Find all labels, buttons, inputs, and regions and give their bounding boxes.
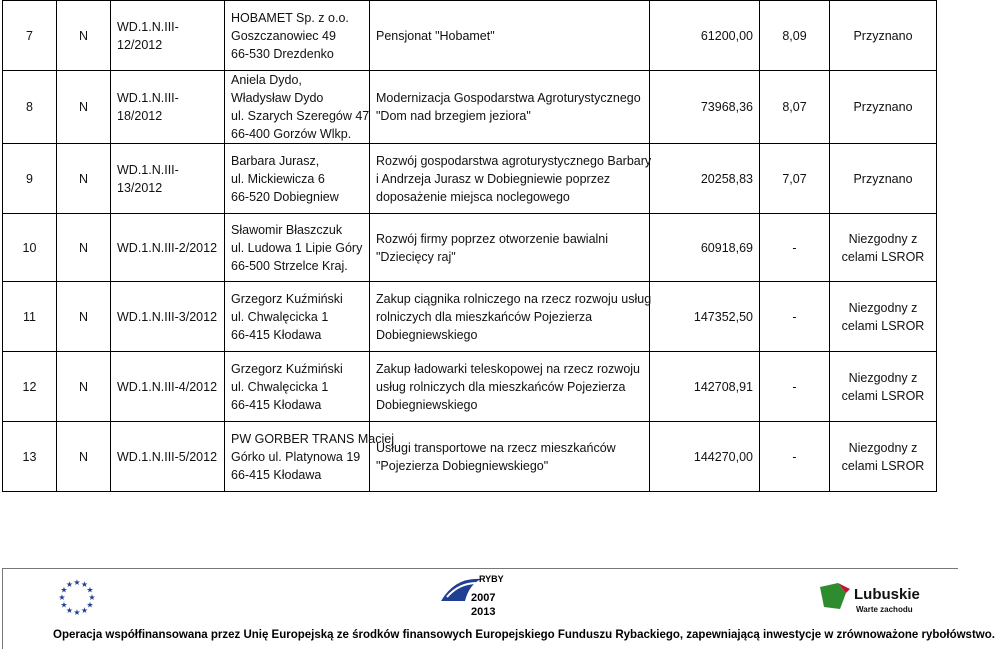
status-cell [830, 144, 937, 214]
beneficiary-line: 66-415 Kłodawa [231, 327, 322, 342]
project-title-line: "Pojezierza Dobiegniewskiego" [376, 458, 549, 473]
beneficiary-line: ul. Chwalęcicka 1 [231, 379, 329, 394]
score-cell: - [760, 352, 830, 422]
status-line: Niezgodny z [848, 231, 918, 246]
row-number-cell: 10 [3, 214, 57, 282]
type-cell: N [57, 144, 111, 214]
eu-star-icon: ★ [80, 580, 89, 590]
eu-star-icon: ★ [60, 585, 68, 595]
type-cell: N [57, 71, 111, 144]
lubuskie-logo-tagline: Warte zachodu [856, 605, 913, 614]
reference-number-cell: WD.1.N.III-18/2012 [111, 71, 225, 144]
project-title-line: Rozwój gospodarstwa agroturystycznego Barbary [376, 153, 652, 168]
beneficiary-cell [225, 1, 370, 71]
project-title-line: doposażenie miejsca noclegowego [376, 189, 570, 204]
status-line: Niezgodny z [848, 300, 918, 315]
beneficiary-line: Barbara Jurasz, [231, 153, 320, 168]
table-row [3, 1, 937, 71]
amount-cell: 60918,69 [650, 214, 760, 282]
beneficiary-cell [225, 71, 370, 144]
eu-star-icon: ★ [65, 605, 74, 615]
eu-star-icon: ★ [60, 600, 68, 610]
row-number-cell: 11 [3, 282, 57, 352]
project-title-cell [370, 144, 650, 214]
amount-cell: 73968,36 [650, 71, 760, 144]
score-cell: 7,07 [760, 144, 830, 214]
beneficiary-line: 66-520 Dobiegniew [231, 189, 339, 204]
type-cell: N [57, 352, 111, 422]
table-row [3, 144, 937, 214]
project-title-line: rolniczych dla mieszkańców Pojezierza [376, 309, 593, 324]
ryby-logo-year-start: 2007 [471, 592, 496, 604]
project-title-line: usług rolniczych dla mieszkańców Pojezierza [376, 379, 626, 394]
eu-star-icon: ★ [73, 608, 81, 617]
lubuskie-logo-name: Lubuskie [854, 586, 920, 603]
beneficiary-line: 66-415 Kłodawa [231, 467, 322, 482]
status-line: celami LSROR [841, 249, 925, 264]
status-line: Niezgodny z [848, 440, 918, 455]
table-row [3, 352, 937, 422]
project-title-cell [370, 282, 650, 352]
project-title-cell [370, 214, 650, 282]
ryby-logo-name: RYBY [479, 574, 504, 584]
beneficiary-cell [225, 214, 370, 282]
eu-star-icon: ★ [58, 593, 66, 602]
beneficiary-line: Grzegorz Kuźmiński [231, 361, 343, 376]
grants-table [2, 0, 937, 492]
status-cell [830, 422, 937, 492]
score-cell: 8,09 [760, 1, 830, 71]
lubuskie-region-icon [816, 579, 936, 619]
beneficiary-line: Władysław Dydo [231, 91, 324, 105]
type-cell: N [57, 422, 111, 492]
project-title-line: "Dziecięcy raj" [376, 249, 456, 264]
table-row [3, 422, 937, 492]
eu-star-icon: ★ [86, 600, 94, 610]
eu-flag-icon [56, 576, 98, 618]
project-title-line: Rozwój firmy poprzez otworzenie bawialni [376, 231, 609, 246]
beneficiary-line: Górko ul. Platynowa 19 [231, 449, 361, 464]
beneficiary-cell [225, 282, 370, 352]
beneficiary-line: ul. Ludowa 1 Lipie Góry [231, 240, 363, 255]
status-line: Przyznano [853, 171, 913, 186]
type-cell: N [57, 282, 111, 352]
status-cell [830, 71, 937, 144]
eu-star-icon: ★ [73, 578, 81, 587]
eu-star-icon: ★ [80, 605, 89, 615]
ryby-logo-year-end: 2013 [471, 606, 496, 618]
beneficiary-line: ul. Szarych Szeregów 47 [231, 109, 370, 123]
cofinancing-statement: Operacja współfinansowana przez Unię Europejską ze środków finansowych Europejskiego Funduszu Rybackiego, zapewniającą inwestycje w zrównoważone rybołówstwo. [53, 629, 995, 641]
row-number-cell: 7 [3, 1, 57, 71]
table-row [3, 282, 937, 352]
beneficiary-line: 66-530 Drezdenko [231, 46, 334, 61]
beneficiary-line: Goszczanowiec 49 [231, 28, 336, 43]
row-number-cell: 8 [3, 71, 57, 144]
project-title-cell [370, 1, 650, 71]
project-title-line: Usługi transportowe na rzecz mieszkańców [376, 440, 616, 455]
reference-number-cell: WD.1.N.III-2/2012 [111, 214, 225, 282]
status-line: Przyznano [853, 28, 913, 43]
status-cell [830, 214, 937, 282]
row-number-cell: 12 [3, 352, 57, 422]
beneficiary-line: 66-500 Strzelce Kraj. [231, 258, 348, 273]
row-number-cell: 9 [3, 144, 57, 214]
project-title-line: Modernizacja Gospodarstwa Agroturystycznego [376, 91, 641, 105]
eu-star-icon: ★ [88, 593, 96, 602]
status-cell [830, 1, 937, 71]
beneficiary-cell [225, 422, 394, 492]
reference-number-cell: WD.1.N.III-4/2012 [111, 352, 225, 422]
table-body [3, 1, 937, 492]
beneficiary-cell [225, 144, 370, 214]
eu-star-icon: ★ [65, 580, 74, 590]
status-line: Niezgodny z [848, 370, 918, 385]
score-cell: 8,07 [760, 71, 830, 144]
status-cell [830, 352, 937, 422]
project-title-line: "Dom nad brzegiem jeziora" [376, 109, 531, 123]
project-title-line: Zakup ładowarki teleskopowej na rzecz rozwoju [376, 361, 641, 376]
beneficiary-line: ul. Mickiewicza 6 [231, 171, 325, 186]
amount-cell: 142708,91 [650, 352, 760, 422]
beneficiary-line: Aniela Dydo, [231, 73, 302, 87]
table-row [3, 71, 937, 144]
project-title-cell [370, 422, 650, 492]
status-line: celami LSROR [841, 318, 925, 333]
beneficiary-line: HOBAMET Sp. z o.o. [231, 10, 349, 25]
type-cell: N [57, 214, 111, 282]
amount-cell: 20258,83 [650, 144, 760, 214]
status-line: celami LSROR [841, 458, 925, 473]
project-title-cell [370, 352, 650, 422]
project-title-line: Dobiegniewskiego [376, 327, 478, 342]
beneficiary-line: PW GORBER TRANS Maciej [231, 431, 394, 446]
project-title-cell [370, 71, 650, 144]
status-cell [830, 282, 937, 352]
fish-logo-icon [433, 571, 513, 623]
reference-number-cell: WD.1.N.III-12/2012 [111, 1, 225, 71]
project-title-line: Dobiegniewskiego [376, 397, 478, 412]
reference-number-cell: WD.1.N.III-5/2012 [111, 422, 225, 492]
score-cell: - [760, 282, 830, 352]
beneficiary-line: 66-415 Kłodawa [231, 397, 322, 412]
score-cell: - [760, 214, 830, 282]
eu-star-icon: ★ [86, 585, 94, 595]
footer-band [2, 568, 995, 649]
type-cell: N [57, 1, 111, 71]
status-line: celami LSROR [841, 388, 925, 403]
reference-number-cell: WD.1.N.III-3/2012 [111, 282, 225, 352]
beneficiary-line: Sławomir Błaszczuk [231, 222, 343, 237]
score-cell: - [760, 422, 830, 492]
amount-cell: 61200,00 [650, 1, 760, 71]
project-title-line: Pensjonat "Hobamet" [376, 28, 495, 43]
amount-cell: 147352,50 [650, 282, 760, 352]
beneficiary-line: ul. Chwalęcicka 1 [231, 309, 329, 324]
beneficiary-cell [225, 352, 370, 422]
project-title-line: Zakup ciągnika rolniczego na rzecz rozwoju usług [376, 291, 652, 306]
reference-number-cell: WD.1.N.III-13/2012 [111, 144, 225, 214]
beneficiary-line: Grzegorz Kuźmiński [231, 291, 343, 306]
table-row [3, 214, 937, 282]
beneficiary-line: 66-400 Gorzów Wlkp. [231, 127, 352, 141]
status-line: Przyznano [853, 100, 913, 114]
amount-cell: 144270,00 [650, 422, 760, 492]
project-title-line: i Andrzeja Jurasz w Dobiegniewie poprzez [376, 171, 611, 186]
row-number-cell: 13 [3, 422, 57, 492]
